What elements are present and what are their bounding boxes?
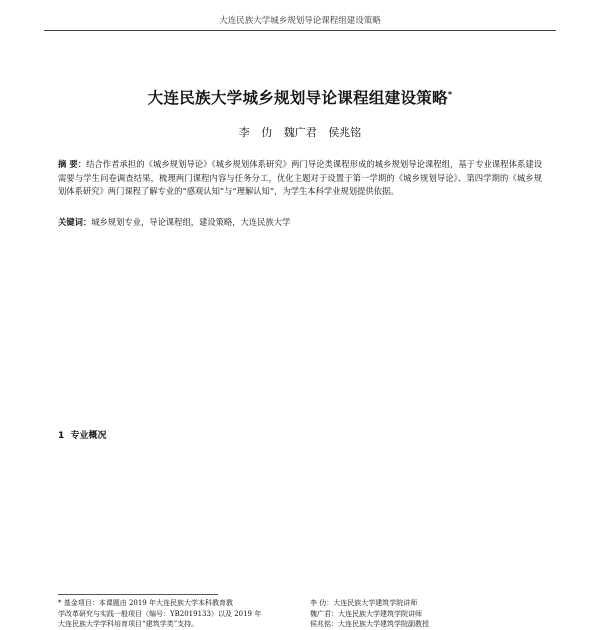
footnote-authors bbox=[310, 598, 542, 630]
header-rule bbox=[44, 30, 556, 31]
abstract bbox=[58, 158, 542, 199]
footnote-line: 李 仂：大连民族大学建筑学院讲师 bbox=[310, 599, 418, 607]
paper-title bbox=[0, 86, 600, 108]
section-title: 专业概况 bbox=[70, 431, 107, 441]
footnote-line: * 基金项目：本课题由 2019 年大连民族大学本科教育教 bbox=[58, 599, 233, 607]
footnote-rule bbox=[58, 594, 218, 595]
section-number: 1 bbox=[58, 431, 65, 441]
section-heading bbox=[58, 428, 107, 441]
footnote-line: 侯兆铭：大连民族大学建筑学院副教授 bbox=[310, 620, 429, 628]
title-footnote-mark: * bbox=[447, 89, 453, 99]
abstract-label: 摘 要： bbox=[58, 159, 87, 169]
footnote-line: 学改革研究与实践一般项目（编号：YB2019133）以及 2019 年 bbox=[58, 609, 262, 618]
running-header: 大连民族大学城乡规划导论课程组建设策略 bbox=[219, 16, 381, 26]
footnote-line: 大连民族大学学科培育项目“建筑学类”支持。 bbox=[58, 620, 199, 628]
keywords-label: 关键词： bbox=[58, 217, 92, 227]
footnote-funding bbox=[58, 598, 298, 630]
authors: 李 仂 魏广君 侯兆铭 bbox=[238, 126, 362, 139]
footnote-line: 魏广君：大连民族大学建筑学院讲师 bbox=[310, 609, 422, 618]
paper-title-text: 大连民族大学城乡规划导论课程组建设策略 bbox=[147, 89, 448, 107]
keywords bbox=[58, 216, 542, 229]
keywords-text: 城乡规划专业，导论课程组，建设策略，大连民族大学 bbox=[91, 217, 291, 227]
abstract-text: 结合作者承担的《城乡规划导论》《城乡规划体系研究》两门导论类课程形成的城乡规划导论课程组，基于专业课程体系建设需要与学生问卷调查结果，梳理两门课程内容与任务分工，优化主题对于设置于第一学期的《城乡规划导论》、第四学期的《城乡规划体系研究》两门课程了解专业的“感观认知”与“理解认知”，为学生本科学业规划提供依据。 bbox=[58, 159, 542, 197]
